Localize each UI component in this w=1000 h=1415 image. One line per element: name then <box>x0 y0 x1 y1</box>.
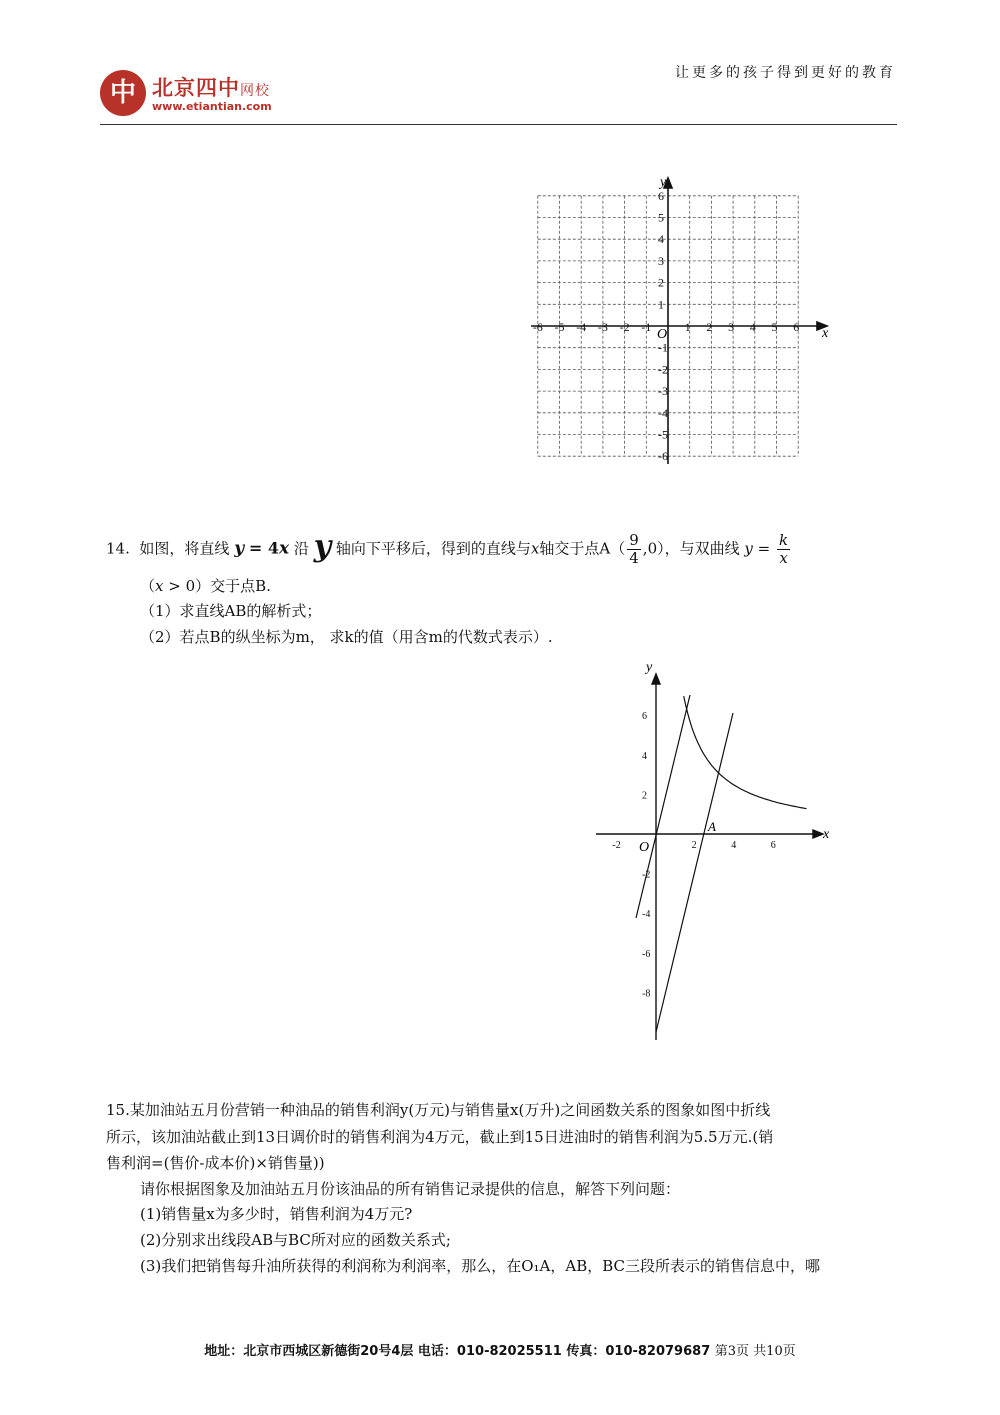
q15-line1: 15.某加油站五月份营销一种油品的销售利润y(万元)与销售量x(万升)之间函数关系的图象如图中折线 <box>106 1101 771 1119</box>
y-tick-label: -3 <box>658 384 668 399</box>
q14-eq-x: x <box>278 538 290 559</box>
x-tick-label: 1 <box>684 320 691 334</box>
y-tick-label: -6 <box>642 948 651 960</box>
q14-hyp-fraction: $\frac{k}{x}$ <box>779 531 789 567</box>
coordinate-grid-figure <box>525 172 835 467</box>
header-slogan: 让更多的孩子得到更好的教育 <box>675 65 896 81</box>
x-tick-label: 6 <box>770 840 776 851</box>
y-tick-label: 2 <box>642 790 647 802</box>
x-tick-label: -1 <box>641 320 652 334</box>
y-tick-label: 6 <box>658 188 664 203</box>
y-tick-label: 4 <box>658 232 664 247</box>
y-tick-label: 6 <box>642 711 647 723</box>
x-tick-label: 4 <box>731 840 737 851</box>
y-tick-label: 2 <box>658 275 664 290</box>
y-tick-label: -4 <box>642 909 651 921</box>
y-tick-label: 4 <box>642 750 647 762</box>
x-tick-label: -2 <box>619 320 630 334</box>
q14-text: 沿 <box>293 539 309 558</box>
q15-line3: 售利润=(售价-成本价)×销售量)) <box>106 1154 325 1172</box>
y-axis-arrow-icon <box>652 674 660 684</box>
y-tick-label: -1 <box>658 340 668 355</box>
q14-figure <box>590 655 840 1045</box>
line-y-4x <box>636 695 690 921</box>
y-tick-label: -5 <box>658 427 668 442</box>
logo <box>100 70 300 122</box>
x-tick-label: 4 <box>749 320 756 334</box>
y-tick-label: -8 <box>642 988 651 1000</box>
x-tick-label: 5 <box>771 320 778 334</box>
q14-line1 <box>106 528 792 567</box>
y-tick-label: -2 <box>658 362 668 377</box>
q14-text: 轴向下平移后，得到的直线与 <box>335 539 531 558</box>
x-tick-label: 2 <box>706 320 713 334</box>
x-tick-label: 3 <box>728 320 735 334</box>
line-ab <box>656 713 733 1032</box>
q14-x-var: x <box>530 539 540 558</box>
q14-eq-y: y <box>234 538 245 559</box>
x-tick-label: -6 <box>532 320 543 334</box>
header-divider <box>100 124 897 125</box>
origin-label: O <box>657 327 668 342</box>
q14-part2: （2）若点B的纵坐标为m， 求k的值（用含m的代数式表示）. <box>140 628 553 646</box>
q15-line2: 所示，该加油站截止到13日调价时的销售利润为4万元，截止到15日进油时的销售利润为5.5万元.(销 <box>106 1128 774 1146</box>
x-axis-arrow-icon <box>813 830 823 838</box>
y-axis-label: y <box>646 660 653 675</box>
q14-eq-mid: = 4 <box>248 538 279 558</box>
q15-part1: (1)销售量x为多少时，销售利润为4万元? <box>140 1205 413 1223</box>
q14-hyp-y: y <box>744 539 753 558</box>
x-axis-label: x <box>822 326 829 341</box>
y-tick-label: -2 <box>642 869 651 881</box>
y-tick-label: 5 <box>658 210 664 225</box>
q14-fraction: $\frac{9}{4}$ <box>629 531 639 567</box>
point-a-label: A <box>708 819 716 834</box>
q14-text: 如图，将直线 <box>139 539 230 558</box>
y-tick-label: 1 <box>658 297 664 312</box>
footer <box>0 1340 1000 1359</box>
x-tick-label: -5 <box>554 320 565 334</box>
q14-big-y: y <box>313 528 332 564</box>
footer-page-number: 第3页 共10页 <box>714 1344 796 1359</box>
x-tick-label: -3 <box>597 320 608 334</box>
y-tick-label: 3 <box>658 253 664 268</box>
x-tick-label: 2 <box>691 840 697 851</box>
logo-url: www.etiantian.com <box>152 100 272 113</box>
x-axis-label: x <box>823 827 830 842</box>
origin-label: O <box>639 840 650 855</box>
q14-hyp-eq: = <box>757 539 771 558</box>
x-tick-label: -4 <box>576 320 587 334</box>
q14-line2: （x > 0）交于点B. <box>140 577 271 595</box>
q15-part3: (3)我们把销售每升油所获得的利润称为利润率，那么，在O₁A，AB，BC三段所表示的销售信息中，哪 <box>140 1257 821 1275</box>
q14-text: 轴交于点A（ <box>539 539 626 558</box>
x-tick-label: 6 <box>793 320 800 334</box>
q14-number: 14. <box>106 539 130 558</box>
q15-part2: (2)分别求出线段AB与BC所对应的函数关系式; <box>140 1231 451 1249</box>
q14-part1: （1）求直线AB的解析式； <box>140 602 322 620</box>
y-tick-label: -6 <box>658 449 668 464</box>
x-tick-label: -2 <box>612 840 621 851</box>
logo-name: 北京四中网校 <box>152 75 270 100</box>
hyperbola-curve <box>684 696 807 809</box>
footer-address: 地址：北京市西城区新德街20号4层 电话：010-82025511 传真：010-82079687 <box>204 1344 711 1359</box>
y-tick-label: -4 <box>658 405 668 420</box>
y-axis-label: y <box>660 175 667 190</box>
q14-text: ,0），与双曲线 <box>642 539 740 558</box>
logo-mark-icon: 中 <box>100 70 146 116</box>
q15-line4: 请你根据图象及加油站五月份该油品的所有销售记录提供的信息，解答下列问题： <box>140 1180 681 1198</box>
